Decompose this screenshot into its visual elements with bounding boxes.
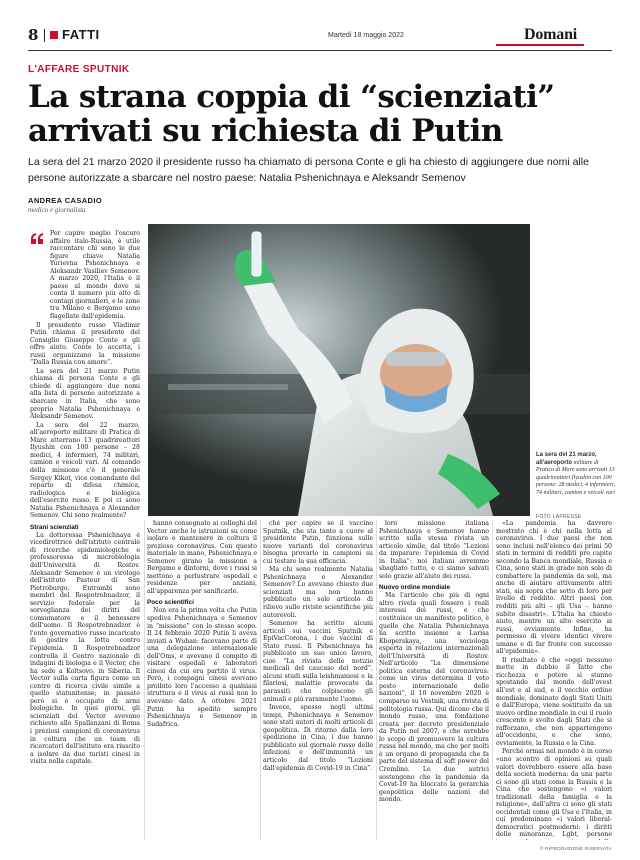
article-column-1 <box>30 230 140 840</box>
header-rule <box>28 50 612 51</box>
column-rule <box>144 520 145 840</box>
article-column-5 <box>496 520 612 840</box>
paragraph: Ma chi sono realmente Natalia Pshenichnaya e Alexander Semenov? Lo avevano chiesto due scienziati ma non hanno pubblicato un solo articolo di rilievo sulle riviste scientifiche più autorevoli. <box>263 566 373 619</box>
section-heading: Poco scientifici <box>147 599 194 607</box>
column-rule <box>492 520 493 840</box>
newspaper-logo: Domani <box>524 26 578 43</box>
article-photo <box>148 224 530 516</box>
caption-title: La sera del 21 marzo, all'aeroporto <box>536 452 597 466</box>
logo-underline <box>496 44 584 46</box>
article-subheadline: La sera del 21 marzo 2020 il presidente russo ha chiamato di persona Conte e gli ha chiesto di aggiungere due nomi alle persone autorizzate a sbarcare nel nostro paese: Natalia Pshenichnaya e Aleksandr Semenov <box>28 156 589 184</box>
paragraph: Non era la prima volta che Putin spediva Pshenichnaya e Semenov in “missione” con lo stesso scopo. Il 24 febbraio 2020 Putin li aveva inviati a Wuhan: facevano parte di una delegazione internazionale dell'Oms, e avevano il compito di visitare ospedali e laboratori cinesi da cui era partito il virus. Però, i compagni cinesi avevano proibito loro l'accesso a qualsiasi struttura e il virus ai russi non lo avevano dato. A ottobre 2021 Putin ha spedito sempre Pshenichnaya e Semenov in Sudafrica. <box>147 607 257 728</box>
paragraph: Per capire meglio l'oscuro affaire italo-Russia, è utile raccontare chi sono le due figure chiave Natalia Yurievna Pshenichnaya e Aleksandr Vasiliev Semenov. A marzo 2020, l'Italia è il paese al mondo dove si conta il numero più alto di contagi giornalieri, e le zone tra Milano e Bergamo sono flagellate dall'epidemia. <box>50 230 140 321</box>
paragraph: Semenov ha scritto alcuni articoli sui vaccini Sputnik e EpiVacCorona, i due vaccini di Stato russi. Il Pshenichnaya ha pubblicato un suo unico lavoro, cioè “La rivista delle notizie medicali del caucaso del nord”, alcuni studi sulla leishmaniosi e la filariosi, malattie provocate da parassiti che colpiscono gli animali e più raramente l'uomo. <box>263 620 373 703</box>
paragraph: Ma l'articolo che più di ogni altro rivela quali fossero i reali interessi dei russi, e che costituisce un manifesto politico, è quello che Natalia Pshenichnaya ha scritto insieme a Larisa Khoperskaya, una sociologa esperta in relazioni internazionali dell'Università di Rostov. Nell'articolo “La dimensione politica esterna del coronavirus: come un virus determina il veto pesto internazionale delle nazioni”, il 10 novembre 2020 è comparso su Vestnik, una rivista di politologia russa. Qui dicono che il mondo russo, una fondazione creata per decreto presidenziale da Putin nel 2007, e che avrebbe lo scopo di promuovere la cultura russa nel mondo, ma che per molti è un organo di propaganda che fa parte del sistema di soft power del Cremlino. Le due autrici sostengono che la pandemia da Covid-19 ha bloccato la gerarchia geopolitica delle nazioni del mondo. <box>379 592 489 804</box>
article-kicker: L'AFFARE SPUTNIK <box>28 64 130 75</box>
section-marker-icon <box>50 31 58 39</box>
paragraph: Il presidente russo Vladimir Putin chiama il presidente del Consiglio Giuseppe Conte e gli offre aiuto. Conte lo accetta, i russi organizzano la missione “Dalla Russia con amore”. <box>30 321 140 367</box>
article-column-3 <box>263 520 373 840</box>
caption-body: militare di Pratica di Mare sono arrivati 13 quadrireattori Ilyushin con 100 persone: 28 medici, 4 infermieri, 74 militari, camion e veicoli vari <box>536 459 615 496</box>
paragraph: ché per capire se il vaccino Sputnik, che sta tanto a cuore al presidente Putin, funziona sulle nuove varianti del coronavirus bisogna provarlo in campioni su cui testare la sua efficacia. <box>263 520 373 565</box>
quote-mark-icon <box>30 232 44 246</box>
copyright-notice: © RIPRODUZIONE RISERVATA <box>540 846 612 851</box>
column-rule <box>376 520 377 840</box>
paragraph: La sera del 22 marzo, all'aeroporto militare di Pratica di Mare atterrano 13 quadrireattori Ilyushin con 100 persone – 28 medici, 4 infermieri, 74 militari, camion e veicoli vari. Al comando della missione c'è il generale Sergey Kikot, vice comandante del reparto di difesa chimica, radiologica e biologica dell'esercito russo. E poi ci sono Natalia Pshenichnaya e Alexander Semenov. Chi sono realmente? <box>30 421 140 520</box>
section-heading: Nuovo ordine mondiale <box>379 584 451 592</box>
article-column-4 <box>379 520 489 840</box>
paragraph: loro missione italiana Pshenichnaya e Semenov hanno scritto sulla stessa rivista un articolo simile, dal titolo “Lezioni da imparare: l'epidemia di Covid in Italia”: noi italiani avremmo sbagliato tutto, e ci siamo salvati solo grazie all'aiuto dei russi. <box>379 520 489 580</box>
article-column-2 <box>147 520 257 840</box>
page-header <box>28 26 612 46</box>
paragraph: «La pandemia ha davvero mostrato chi è chi nella lotta al coronavirus. I due paesi che non sono inclusi nell'elenco dei primi 50 stati in termini di redditi pro capite secondo la Banca mondiale, Russia e Cina, sono stati in grado non solo di combattere la pandemia da soli, ma anche di aiutare attivamente altri stati, sia sopra che sotto di loro per livello di reddito. Altri paesi con redditi più alti – gli Usa – hanno subito disastri». L'Italia ha chiesto aiuto, mentre un alto esercito ai russi, ovviamente. Infine, ha permesso di vivere identici vivere umane e di far fronte con successo all'epidemia». <box>496 520 612 656</box>
paragraph: La sera del 21 marzo Putin chiama di persona Conte e gli chiede di aggiungere due nomi alla lista di persone autorizzate a sbarcare in Italia, che sono proprio Natalia Pshenichnaya e Aleksandr Semenov. <box>30 367 140 421</box>
photo-illustration <box>148 224 530 516</box>
paragraph: Invece, spesso negli ultimi tempi, Pshenichnaya e Semenov sono stati autori di molti articoli di geopolitica. Di ritorno dalla loro spedizione in Cina, i due hanno pubblicato sul giornale russo delle infezioni e dell'immunità un articolo dal titolo “Lezioni dall'epidemia di Covid-19 in Cina”. <box>263 704 373 772</box>
column-rule <box>260 520 261 840</box>
header-divider <box>44 29 45 42</box>
section-name: FATTI <box>62 27 100 42</box>
author-name: ANDREA CASADIO <box>28 196 103 205</box>
page-number: 8 <box>28 26 39 44</box>
paragraph: La dottoressa Pshenichnaya è vicedirettrice dell'istituto centrale di ricerche epidemiologiche e professoressa di microbiologia dell'Università di Rostov. Aleksandr Semenov è un virologo dell'istituto Pasteur di San Pietroburgo. Entrambi sono membri del Rospotrebnadzor, il servizio federale per la sorveglianza dei diritti del consumatore e il benessere dell'uomo. Il Rospotrebnadzor è l'ente governativo russo incaricato di gestire la lotta contro l'epidemia. Il Rospotrebnadzor controlla il Centro nazionale di indagini di biologia e il Vector, che ha sede a Koltsovo, in Siberia. Il Vector sulla carta figura come un centro di ricerca civile simile a quello statunitense; in passato però si è occupato di armi biologiche. In quei giorni, gli scienziati del Vector avevano richiesto allo Spallanzani di Roma i preziosi campioni di coronavirus in coltura che un team di ricercatori dell'istituto era riuscito a isolare da due turisti cinesi in visita nella capitale. <box>30 531 140 766</box>
photo-caption <box>536 452 616 498</box>
paragraph: hanno consegnato ai colleghi del Vector anche le istruzioni su come isolare e mantenere in coltura il prezioso coronavirus. Con questo materiale in mano, Pshenichnaya e Semenov girano la missione a Bergamo e dintorni, dove i russi si mettono a perlustrare ospedali e residenze per anziani, all'apparenza per sanificarle. <box>147 520 257 595</box>
photo-credit: FOTO LAPRESSE <box>536 514 582 520</box>
paragraph: Perché ormai nel mondo è in corso «uno scontro di opinioni su quali valori dovrebbero essere alla base della società moderna: da una parte ci sono gli stati come la Russia e la Cina che sostengono «i valori tradizionali della famiglia e la religione», dall'altra ci sono gli stati occidentali come gli Usa e l'Italia, in cui predominano «i valori liberal-democratici postmoderni: i diritti delle minoranze, Lgbt, persone <box>496 748 612 839</box>
article-headline: La strana coppia di “scienziati” arrivati su richiesta di Putin <box>28 79 555 149</box>
paragraph: Il risultato è che «oggi nessuno mette in dubbio il fatto che ricchezza e potere si stanno spostando dal mondo dell'ovest all'est e al sud, e il vecchio ordine mondiale, dominato dagli Stati Uniti e dall'Europa, viene sostituito da un nuovo ordine mondiale in cui il ruolo crescente è svolto dagli Stati che si rafforzano, che non appartengono all'occidente, e che sono, ovviamente, la Russia e la Cina. <box>496 656 612 747</box>
author-role: medico e giornalista <box>28 206 86 214</box>
issue-date: Martedì 18 maggio 2022 <box>328 32 404 39</box>
section-heading: Strani scienziati <box>30 523 79 531</box>
